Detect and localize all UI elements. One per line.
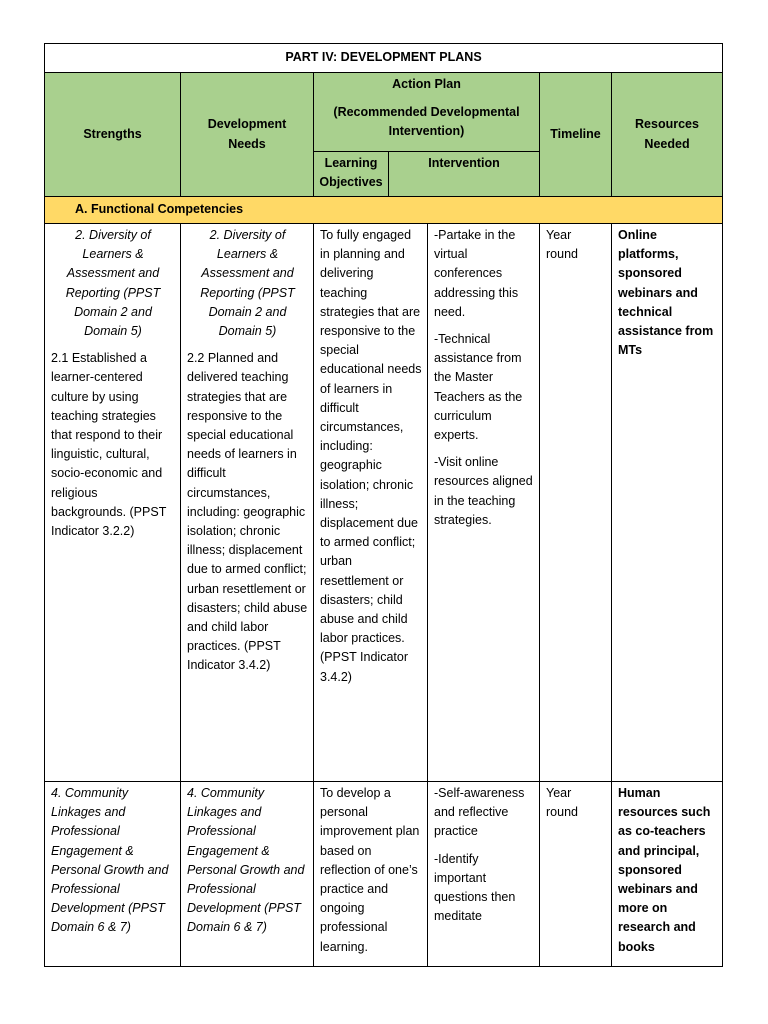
header-timeline: Timeline [540,73,612,197]
row1-timeline: Year round [540,224,612,782]
row2-resources: Human resources such as co-teachers and principal, sponsored webinars and more on research and books [612,782,723,967]
row2-need-domain: 4. Community Linkages and Professional Engagement & Personal Growth and Professional Development (PPST Domain 6 & 7) [187,786,305,935]
row2-timeline: Year round [540,782,612,967]
row1-strength-text: 2.1 Established a learner-centered culture by using teaching strategies that respond to their linguistic, cultural, socio-economic and religious backgrounds. (PPST Indicator 3.2.2) [51,351,167,539]
row2-strength-domain: 4. Community Linkages and Professional Engagement & Personal Growth and Professional Development (PPST Domain 6 & 7) [51,786,169,935]
header-action-plan [314,73,540,152]
row2-development-needs [181,782,314,967]
action-plan-label: Action Plan [392,77,461,91]
row1-strengths [45,224,181,782]
row1-intervention [428,224,540,782]
section-functional-competencies: A. Functional Competencies [45,197,723,224]
row1-intervention-item: -Technical assistance from the Master Teachers as the curriculum experts. [434,332,523,443]
row2-intervention-item: -Self-awareness and reflective practice [434,786,525,839]
row1-intervention-item: -Partake in the virtual conferences addressing this need. [434,228,519,319]
header-strengths: Strengths [45,73,181,197]
row1-strength-domain: 2. Diversity of Learners & Assessment and Reporting (PPST Domain 2 and Domain 5) [65,228,161,339]
row2-intervention-item: -Identify important questions then meditate [434,851,516,924]
row1-need-domain: 2. Diversity of Learners & Assessment and Reporting (PPST Domain 2 and Domain 5) [200,228,295,339]
row1-resources: Online platforms, sponsored webinars and technical assistance from MTs [612,224,723,782]
action-plan-sublabel: (Recommended Developmental Intervention) [333,105,520,139]
row1-development-needs [181,224,314,782]
page-title: PART IV: DEVELOPMENT PLANS [45,44,723,73]
development-plan-table [44,43,723,967]
row2-intervention [428,782,540,967]
header-learning-objectives: Learning Objectives [314,152,389,197]
row2-strengths [45,782,181,967]
header-development-needs: Development Needs [181,73,314,197]
row1-intervention-item: -Visit online resources aligned in the teaching strategies. [434,455,533,527]
row2-learning-objective: To develop a personal improvement plan based on reflection of one’s practice and ongoing professional learning. [314,782,428,967]
row1-learning-objective: To fully engaged in planning and delivering teaching strategies that are responsive to the special educational needs of learners in difficult circumstances, including: geographic isolation; chronic illness; displacement due to armed conflict; urban resettlement or disasters; child abuse and child labor practices. (PPST Indicator 3.4.2) [314,224,428,782]
header-resources: Resources Needed [612,73,723,197]
row1-need-text: 2.2 Planned and delivered teaching strategies that are responsive to the special educational needs of learners in difficult circumstances, including: geographic isolation; chronic illness; displacement due to armed conflict; urban resettlement or disasters; child abuse and child labor practices. (PPST Indicator 3.4.2) [187,351,308,673]
header-intervention: Intervention [389,152,540,197]
